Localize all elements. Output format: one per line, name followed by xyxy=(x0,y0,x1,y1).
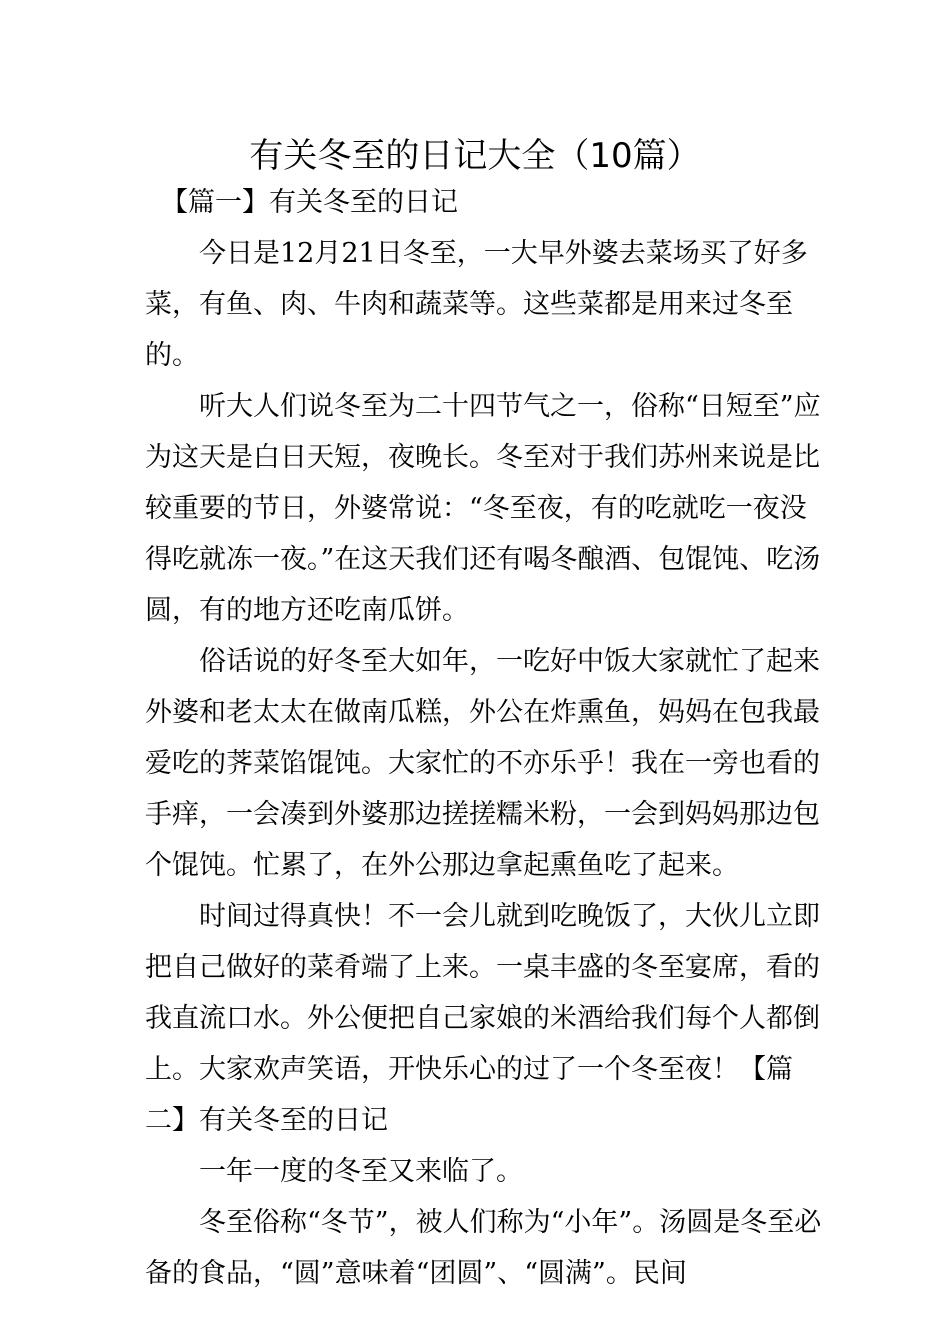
section-heading-2: 【篇二】有关冬至的日记 xyxy=(145,1054,793,1136)
document-body xyxy=(145,177,825,1299)
section-heading-1: 【篇一】有关冬至的日记 xyxy=(161,187,458,218)
paragraph-4 xyxy=(145,891,825,1146)
paragraph-6: 冬至俗称“冬节”，被人们称为“小年”。汤圆是冬至必备的食品，“圆”意味着“团圆”、“圆满”。民间 xyxy=(145,1207,822,1289)
paragraph-1: 今日是12月21日冬至，一大早外婆去菜场买了好多菜，有鱼、肉、牛肉和蔬菜等。这些菜都是用来过冬至的。 xyxy=(145,238,808,371)
paragraph-4-text: 时间过得真快！不一会儿就到吃晚饭了，大伙儿立即把自己做好的菜肴端了上来。一桌丰盛的冬至宴席，看的我直流口水。外公便把自己家娘的米酒给我们每个人都倒上。大家欢声笑语，开快乐心的过了一个冬至夜！ xyxy=(145,901,820,1085)
document-title: 有关冬至的日记大全（10篇） xyxy=(249,136,701,176)
paragraph-3: 俗话说的好冬至大如年，一吃好中饭大家就忙了起来外婆和老太太在做南瓜糕，外公在炸熏鱼，妈妈在包我最爱吃的荠菜馅馄饨。大家忙的不亦乐乎！我在一旁也看的手痒，一会凑到外婆那边搓搓糯米粉，一会到妈妈那边包个馄饨。忙累了，在外公那边拿起熏鱼吃了起来。 xyxy=(145,646,820,881)
paragraph-5: 一年一度的冬至又来临了。 xyxy=(199,1156,523,1187)
paragraph-2: 听大人们说冬至为二十四节气之一，俗称“日短至”应为这天是白日天短，夜晚长。冬至对于我们苏州来说是比较重要的节日，外婆常说：“冬至夜，有的吃就吃一夜没得吃就冻一夜。”在这天我们还有喝冬酿酒、包馄饨、吃汤圆，有的地方还吃南瓜饼。 xyxy=(145,391,821,626)
